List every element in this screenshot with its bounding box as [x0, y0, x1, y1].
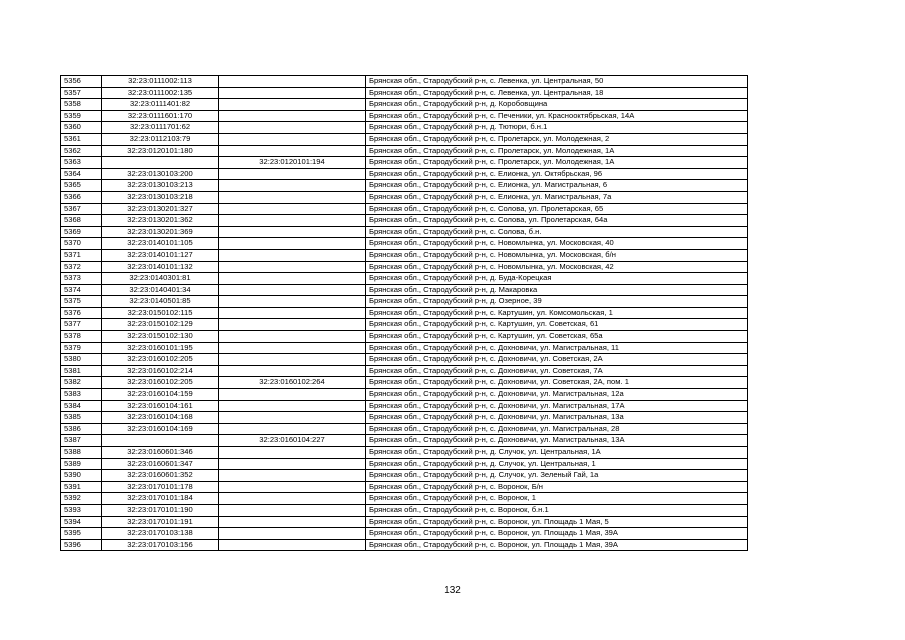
table-row [61, 145, 748, 157]
cadastral-number-cell [102, 435, 219, 447]
table-row [61, 110, 748, 122]
linked-cadastral-number-cell [219, 342, 366, 354]
address-cell: Брянская обл., Стародубский р-н, с. Картушин, ул. Советская, 65а [366, 331, 748, 343]
cadastral-number-cell: 32:23:0130103:200 [102, 168, 219, 180]
linked-cadastral-number-cell [219, 319, 366, 331]
cadastral-number-cell: 32:23:0170101:184 [102, 493, 219, 505]
linked-cadastral-number-cell [219, 284, 366, 296]
linked-cadastral-number-cell [219, 412, 366, 424]
table-row [61, 261, 748, 273]
cadastral-number-cell: 32:23:0111002:135 [102, 87, 219, 99]
address-cell: Брянская обл., Стародубский р-н, с. Дохновичи, ул. Магистральная, 17А [366, 400, 748, 412]
cadastral-number-cell: 32:23:0170103:138 [102, 528, 219, 540]
row-number-cell: 5377 [61, 319, 102, 331]
row-number-cell: 5362 [61, 145, 102, 157]
address-cell: Брянская обл., Стародубский р-н, с. Пролетарск, ул. Молодежная, 2 [366, 133, 748, 145]
cadastral-number-cell: 32:23:0140101:132 [102, 261, 219, 273]
row-number-cell: 5391 [61, 481, 102, 493]
table-row [61, 203, 748, 215]
table-row [61, 412, 748, 424]
register-table [60, 75, 748, 551]
linked-cadastral-number-cell [219, 226, 366, 238]
linked-cadastral-number-cell [219, 493, 366, 505]
address-cell: Брянская обл., Стародубский р-н, д. Макаровка [366, 284, 748, 296]
table-row [61, 168, 748, 180]
address-cell: Брянская обл., Стародубский р-н, с. Дохновичи, ул. Советская, 7А [366, 365, 748, 377]
table-row [61, 87, 748, 99]
linked-cadastral-number-cell [219, 365, 366, 377]
address-cell: Брянская обл., Стародубский р-н, с. Воронок, ул. Площадь 1 Мая, 39А [366, 528, 748, 540]
row-number-cell: 5379 [61, 342, 102, 354]
page-number: 132 [444, 585, 461, 596]
address-cell: Брянская обл., Стародубский р-н, с. Левенка, ул. Центральная, 50 [366, 76, 748, 88]
linked-cadastral-number-cell [219, 273, 366, 285]
row-number-cell: 5358 [61, 99, 102, 111]
address-cell: Брянская обл., Стародубский р-н, с. Елионка, ул. Октябрьская, 96 [366, 168, 748, 180]
table-row [61, 470, 748, 482]
linked-cadastral-number-cell [219, 481, 366, 493]
cadastral-number-cell: 32:23:0130201:327 [102, 203, 219, 215]
cadastral-number-cell: 32:23:0130201:369 [102, 226, 219, 238]
address-cell: Брянская обл., Стародубский р-н, с. Солова, б.н. [366, 226, 748, 238]
cadastral-number-cell: 32:23:0160102:205 [102, 354, 219, 366]
cadastral-number-cell: 32:23:0150102:130 [102, 331, 219, 343]
row-number-cell: 5366 [61, 191, 102, 203]
row-number-cell: 5382 [61, 377, 102, 389]
row-number-cell: 5393 [61, 504, 102, 516]
cadastral-number-cell: 32:23:0170101:178 [102, 481, 219, 493]
address-cell: Брянская обл., Стародубский р-н, с. Дохновичи, ул. Советская, 2А [366, 354, 748, 366]
cadastral-number-cell: 32:23:0140301:81 [102, 273, 219, 285]
linked-cadastral-number-cell [219, 516, 366, 528]
cadastral-number-cell: 32:23:0170103:156 [102, 539, 219, 551]
linked-cadastral-number-cell [219, 331, 366, 343]
cadastral-number-cell: 32:23:0160601:346 [102, 447, 219, 459]
linked-cadastral-number-cell [219, 423, 366, 435]
linked-cadastral-number-cell [219, 87, 366, 99]
cadastral-number-cell: 32:23:0160104:159 [102, 389, 219, 401]
address-cell: Брянская обл., Стародубский р-н, с. Пролетарск, ул. Молодежная, 1А [366, 145, 748, 157]
cadastral-number-cell: 32:23:0120101:180 [102, 145, 219, 157]
row-number-cell: 5390 [61, 470, 102, 482]
cadastral-number-cell: 32:23:0140101:105 [102, 238, 219, 250]
table-row [61, 539, 748, 551]
address-cell: Брянская обл., Стародубский р-н, с. Воронок, 1 [366, 493, 748, 505]
address-cell: Брянская обл., Стародубский р-н, д. Случок, ул. Зеленый Гай, 1а [366, 470, 748, 482]
table-row [61, 389, 748, 401]
address-cell: Брянская обл., Стародубский р-н, с. Воронок, ул. Площадь 1 Мая, 5 [366, 516, 748, 528]
linked-cadastral-number-cell [219, 400, 366, 412]
register-table-body [61, 76, 748, 551]
cadastral-number-cell: 32:23:0130103:218 [102, 191, 219, 203]
table-row [61, 447, 748, 459]
table-row [61, 296, 748, 308]
table-row [61, 458, 748, 470]
cadastral-number-cell [102, 157, 219, 169]
linked-cadastral-number-cell [219, 249, 366, 261]
table-row [61, 133, 748, 145]
linked-cadastral-number-cell [219, 203, 366, 215]
cadastral-number-cell: 32:23:0111701:62 [102, 122, 219, 134]
linked-cadastral-number-cell [219, 191, 366, 203]
address-cell: Брянская обл., Стародубский р-н, с. Елионка, ул. Магистральная, 7а [366, 191, 748, 203]
row-number-cell: 5373 [61, 273, 102, 285]
linked-cadastral-number-cell: 32:23:0160104:227 [219, 435, 366, 447]
address-cell: Брянская обл., Стародубский р-н, с. Воронок, Б/н [366, 481, 748, 493]
table-row [61, 215, 748, 227]
row-number-cell: 5383 [61, 389, 102, 401]
row-number-cell: 5392 [61, 493, 102, 505]
address-cell: Брянская обл., Стародубский р-н, с. Дохновичи, ул. Советская, 2А, пом. 1 [366, 377, 748, 389]
table-row [61, 354, 748, 366]
row-number-cell: 5376 [61, 307, 102, 319]
cadastral-number-cell: 32:23:0150102:115 [102, 307, 219, 319]
table-row [61, 481, 748, 493]
linked-cadastral-number-cell [219, 261, 366, 273]
address-cell: Брянская обл., Стародубский р-н, д. Случок, ул. Центральная, 1А [366, 447, 748, 459]
cadastral-number-cell: 32:23:0160104:161 [102, 400, 219, 412]
cadastral-number-cell: 32:23:0130201:362 [102, 215, 219, 227]
linked-cadastral-number-cell [219, 528, 366, 540]
table-row [61, 180, 748, 192]
cadastral-number-cell: 32:23:0111401:82 [102, 99, 219, 111]
address-cell: Брянская обл., Стародубский р-н, с. Новомлынка, ул. Московская, 42 [366, 261, 748, 273]
table-row [61, 249, 748, 261]
linked-cadastral-number-cell [219, 180, 366, 192]
linked-cadastral-number-cell [219, 470, 366, 482]
cadastral-number-cell: 32:23:0160601:352 [102, 470, 219, 482]
address-cell: Брянская обл., Стародубский р-н, с. Дохновичи, ул. Магистральная, 13А [366, 435, 748, 447]
linked-cadastral-number-cell [219, 168, 366, 180]
table-row [61, 516, 748, 528]
cadastral-number-cell: 32:23:0140101:127 [102, 249, 219, 261]
table-row [61, 284, 748, 296]
cadastral-number-cell: 32:23:0160102:214 [102, 365, 219, 377]
linked-cadastral-number-cell [219, 76, 366, 88]
row-number-cell: 5356 [61, 76, 102, 88]
row-number-cell: 5372 [61, 261, 102, 273]
table-row [61, 493, 748, 505]
address-cell: Брянская обл., Стародубский р-н, д. Тютюри, б.н.1 [366, 122, 748, 134]
table-row [61, 76, 748, 88]
linked-cadastral-number-cell [219, 145, 366, 157]
row-number-cell: 5380 [61, 354, 102, 366]
address-cell: Брянская обл., Стародубский р-н, с. Картушин, ул. Советская, 61 [366, 319, 748, 331]
row-number-cell: 5357 [61, 87, 102, 99]
row-number-cell: 5360 [61, 122, 102, 134]
row-number-cell: 5367 [61, 203, 102, 215]
linked-cadastral-number-cell [219, 122, 366, 134]
table-row [61, 238, 748, 250]
cadastral-number-cell: 32:23:0170101:190 [102, 504, 219, 516]
table-row [61, 331, 748, 343]
linked-cadastral-number-cell [219, 215, 366, 227]
address-cell: Брянская обл., Стародубский р-н, с. Воронок, б.н.1 [366, 504, 748, 516]
address-cell: Брянская обл., Стародубский р-н, д. Коробовщина [366, 99, 748, 111]
table-row [61, 157, 748, 169]
table-row [61, 319, 748, 331]
address-cell: Брянская обл., Стародубский р-н, с. Левенка, ул. Центральная, 18 [366, 87, 748, 99]
address-cell: Брянская обл., Стародубский р-н, с. Дохновичи, ул. Магистральная, 12а [366, 389, 748, 401]
row-number-cell: 5361 [61, 133, 102, 145]
table-row [61, 191, 748, 203]
address-cell: Брянская обл., Стародубский р-н, с. Картушин, ул. Комсомольская, 1 [366, 307, 748, 319]
linked-cadastral-number-cell [219, 110, 366, 122]
row-number-cell: 5394 [61, 516, 102, 528]
table-row [61, 122, 748, 134]
linked-cadastral-number-cell: 32:23:0160102:264 [219, 377, 366, 389]
linked-cadastral-number-cell [219, 447, 366, 459]
address-cell: Брянская обл., Стародубский р-н, с. Солова, ул. Пролетарская, 64а [366, 215, 748, 227]
table-row [61, 400, 748, 412]
address-cell: Брянская обл., Стародубский р-н, с. Новомлынка, ул. Московская, 40 [366, 238, 748, 250]
row-number-cell: 5370 [61, 238, 102, 250]
row-number-cell: 5369 [61, 226, 102, 238]
row-number-cell: 5359 [61, 110, 102, 122]
table-row [61, 423, 748, 435]
table-row [61, 504, 748, 516]
table-row [61, 273, 748, 285]
address-cell: Брянская обл., Стародубский р-н, д. Озерное, 39 [366, 296, 748, 308]
row-number-cell: 5389 [61, 458, 102, 470]
linked-cadastral-number-cell [219, 238, 366, 250]
row-number-cell: 5384 [61, 400, 102, 412]
linked-cadastral-number-cell [219, 389, 366, 401]
linked-cadastral-number-cell: 32:23:0120101:194 [219, 157, 366, 169]
row-number-cell: 5381 [61, 365, 102, 377]
table-row [61, 342, 748, 354]
address-cell: Брянская обл., Стародубский р-н, с. Пролетарск, ул. Молодежная, 1А [366, 157, 748, 169]
cadastral-number-cell: 32:23:0160104:169 [102, 423, 219, 435]
row-number-cell: 5364 [61, 168, 102, 180]
address-cell: Брянская обл., Стародубский р-н, с. Новомлынка, ул. Московская, б/н [366, 249, 748, 261]
address-cell: Брянская обл., Стародубский р-н, с. Солова, ул. Пролетарская, 65 [366, 203, 748, 215]
cadastral-number-cell: 32:23:0160101:195 [102, 342, 219, 354]
cadastral-number-cell: 32:23:0160601:347 [102, 458, 219, 470]
address-cell: Брянская обл., Стародубский р-н, с. Елионка, ул. Магистральная, 6 [366, 180, 748, 192]
row-number-cell: 5396 [61, 539, 102, 551]
address-cell: Брянская обл., Стародубский р-н, с. Дохновичи, ул. Магистральная, 13а [366, 412, 748, 424]
cadastral-number-cell: 32:23:0160104:168 [102, 412, 219, 424]
row-number-cell: 5375 [61, 296, 102, 308]
cadastral-number-cell: 32:23:0140501:85 [102, 296, 219, 308]
address-cell: Брянская обл., Стародубский р-н, д. Буда-Корецкая [366, 273, 748, 285]
linked-cadastral-number-cell [219, 539, 366, 551]
row-number-cell: 5378 [61, 331, 102, 343]
address-cell: Брянская обл., Стародубский р-н, с. Дохновичи, ул. Магистральная, 11 [366, 342, 748, 354]
table-row [61, 226, 748, 238]
cadastral-number-cell: 32:23:0111002:113 [102, 76, 219, 88]
row-number-cell: 5386 [61, 423, 102, 435]
address-cell: Брянская обл., Стародубский р-н, д. Случок, ул. Центральная, 1 [366, 458, 748, 470]
linked-cadastral-number-cell [219, 354, 366, 366]
linked-cadastral-number-cell [219, 296, 366, 308]
linked-cadastral-number-cell [219, 307, 366, 319]
cadastral-number-cell: 32:23:0170101:191 [102, 516, 219, 528]
row-number-cell: 5363 [61, 157, 102, 169]
cadastral-number-cell: 32:23:0112103:79 [102, 133, 219, 145]
linked-cadastral-number-cell [219, 458, 366, 470]
table-row [61, 435, 748, 447]
row-number-cell: 5388 [61, 447, 102, 459]
address-cell: Брянская обл., Стародубский р-н, с. Дохновичи, ул. Магистральная, 28 [366, 423, 748, 435]
table-row [61, 528, 748, 540]
row-number-cell: 5385 [61, 412, 102, 424]
address-cell: Брянская обл., Стародубский р-н, с. Печеники, ул. Краснооктябрьская, 14А [366, 110, 748, 122]
table-row [61, 377, 748, 389]
cadastral-number-cell: 32:23:0150102:129 [102, 319, 219, 331]
table-row [61, 365, 748, 377]
linked-cadastral-number-cell [219, 133, 366, 145]
row-number-cell: 5365 [61, 180, 102, 192]
cadastral-number-cell: 32:23:0130103:213 [102, 180, 219, 192]
address-cell: Брянская обл., Стародубский р-н, с. Воронок, ул. Площадь 1 Мая, 39А [366, 539, 748, 551]
linked-cadastral-number-cell [219, 99, 366, 111]
table-row [61, 307, 748, 319]
table-row [61, 99, 748, 111]
row-number-cell: 5371 [61, 249, 102, 261]
linked-cadastral-number-cell [219, 504, 366, 516]
cadastral-number-cell: 32:23:0160102:205 [102, 377, 219, 389]
cadastral-number-cell: 32:23:0111601:170 [102, 110, 219, 122]
row-number-cell: 5387 [61, 435, 102, 447]
row-number-cell: 5374 [61, 284, 102, 296]
row-number-cell: 5395 [61, 528, 102, 540]
cadastral-number-cell: 32:23:0140401:34 [102, 284, 219, 296]
row-number-cell: 5368 [61, 215, 102, 227]
